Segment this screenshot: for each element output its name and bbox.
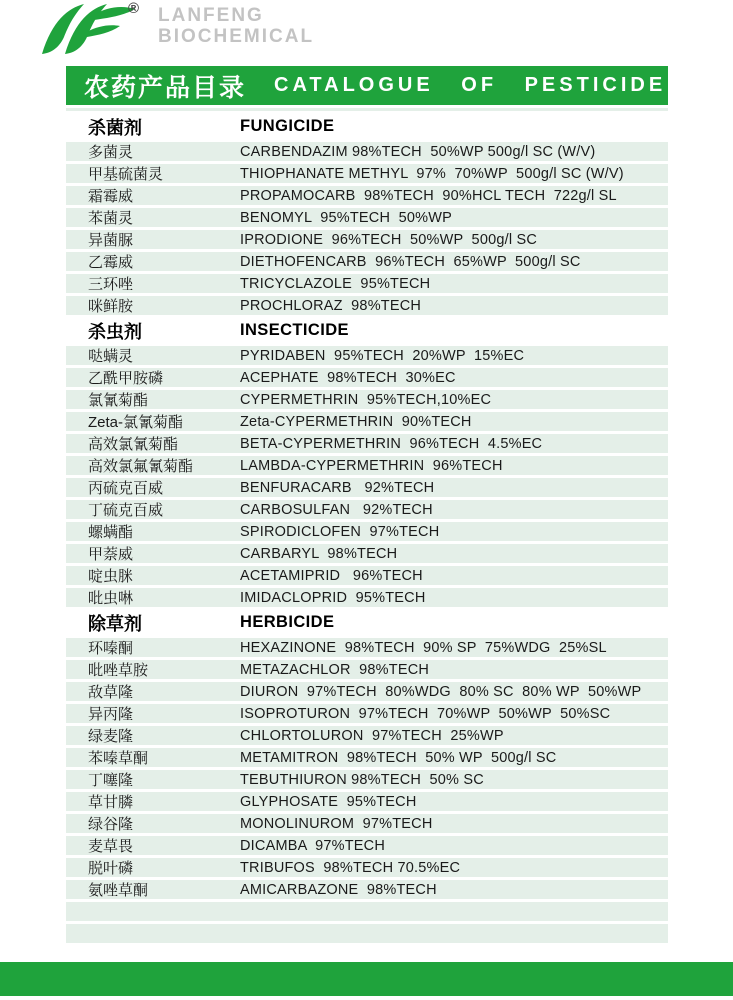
- product-row-english-spec: IMIDACLOPRID 95%TECH: [240, 589, 426, 606]
- product-row-english-spec: METAMITRON 98%TECH 50% WP 500g/l SC: [240, 749, 557, 766]
- product-row-chinese-name: 高效氯氰菊酯: [88, 436, 179, 453]
- lanfeng-logo-icon: [38, 3, 142, 55]
- product-row-english-spec: AMICARBAZONE 98%TECH: [240, 881, 437, 898]
- section-header: [66, 610, 668, 635]
- product-row-chinese-name: 麦草畏: [88, 838, 134, 855]
- product-row: [66, 792, 668, 811]
- product-row-chinese-name: 氨唑草酮: [88, 882, 149, 899]
- product-row-chinese-name: 螺螨酯: [88, 524, 134, 541]
- product-row: [66, 770, 668, 789]
- product-row: [66, 186, 668, 205]
- product-row: [66, 412, 668, 431]
- section-header-english-spec: FUNGICIDE: [240, 117, 335, 135]
- product-row-english-spec: HEXAZINONE 98%TECH 90% SP 75%WDG 25%SL: [240, 639, 607, 656]
- product-row-english-spec: TRICYCLAZOLE 95%TECH: [240, 275, 431, 292]
- product-row-english-spec: METAZACHLOR 98%TECH: [240, 661, 430, 678]
- section-header: [66, 114, 668, 139]
- product-row-english-spec: ISOPROTURON 97%TECH 70%WP 50%WP 50%SC: [240, 705, 611, 722]
- product-row-chinese-name: 甲基硫菌灵: [88, 166, 164, 183]
- product-row: [66, 478, 668, 497]
- product-row-english-spec: TEBUTHIURON 98%TECH 50% SC: [240, 771, 484, 788]
- product-row-english-spec: MONOLINUROM 97%TECH: [240, 815, 433, 832]
- empty-row: [66, 924, 668, 943]
- catalogue-title-chinese: 农药产品目录: [84, 73, 247, 102]
- product-row: [66, 208, 668, 227]
- product-row-chinese-name: 草甘膦: [88, 794, 134, 811]
- product-row-chinese-name: 苯嗪草酮: [88, 750, 149, 767]
- product-row-chinese-name: 异丙隆: [88, 706, 134, 723]
- product-row-chinese-name: 三环唑: [88, 276, 134, 293]
- product-row-chinese-name: 脱叶磷: [88, 860, 134, 877]
- product-row-chinese-name: 绿麦隆: [88, 728, 134, 745]
- product-row: [66, 390, 668, 409]
- product-row: [66, 814, 668, 833]
- product-row-english-spec: PROCHLORAZ 98%TECH: [240, 297, 422, 314]
- pesticide-catalogue-table: [66, 114, 668, 946]
- product-row: [66, 566, 668, 585]
- product-row-english-spec: ACEPHATE 98%TECH 30%EC: [240, 369, 456, 386]
- product-row: [66, 522, 668, 541]
- product-row-chinese-name: 敌草隆: [88, 684, 134, 701]
- product-row-chinese-name: 高效氯氟氰菊酯: [88, 458, 194, 475]
- catalogue-title-english: CATALOGUE OF PESTICIDE: [274, 74, 667, 96]
- product-row-chinese-name: 啶虫脒: [88, 568, 134, 585]
- product-row-english-spec: CARBOSULFAN 92%TECH: [240, 501, 433, 518]
- product-row: [66, 296, 668, 315]
- section-header-english-spec: INSECTICIDE: [240, 321, 349, 339]
- product-row-english-spec: PROPAMOCARB 98%TECH 90%HCL TECH 722g/l SL: [240, 187, 617, 204]
- product-row-chinese-name: 霜霉威: [88, 188, 134, 205]
- product-row-english-spec: TRIBUFOS 98%TECH 70.5%EC: [240, 859, 461, 876]
- product-row-english-spec: PYRIDABEN 95%TECH 20%WP 15%EC: [240, 347, 525, 364]
- product-row-chinese-name: 吡唑草胺: [88, 662, 149, 679]
- product-row: [66, 880, 668, 899]
- product-row-english-spec: IPRODIONE 96%TECH 50%WP 500g/l SC: [240, 231, 538, 248]
- product-row-english-spec: THIOPHANATE METHYL 97% 70%WP 500g/l SC (W/V): [240, 165, 624, 182]
- product-row-chinese-name: 苯菌灵: [88, 210, 134, 227]
- product-row: [66, 858, 668, 877]
- product-row: [66, 704, 668, 723]
- section-header-chinese-name: 除草剂: [88, 613, 142, 634]
- empty-row: [66, 902, 668, 921]
- product-row-chinese-name: 咪鲜胺: [88, 298, 134, 315]
- product-row: [66, 660, 668, 679]
- product-row-english-spec: CARBARYL 98%TECH: [240, 545, 398, 562]
- product-row-chinese-name: Zeta-氯氰菊酯: [88, 414, 184, 431]
- product-row-chinese-name: 多菌灵: [88, 144, 134, 161]
- product-row: [66, 748, 668, 767]
- product-row: [66, 230, 668, 249]
- brand-name-line1: LANFENG: [158, 5, 264, 26]
- product-row-english-spec: DIETHOFENCARB 96%TECH 65%WP 500g/l SC: [240, 253, 581, 270]
- product-row-english-spec: CARBENDAZIM 98%TECH 50%WP 500g/l SC (W/V): [240, 143, 596, 160]
- catalogue-title-bar: [66, 66, 668, 105]
- brand-name-line2: BIOCHEMICAL: [158, 26, 315, 47]
- product-row-chinese-name: 异菌脲: [88, 232, 134, 249]
- product-row-english-spec: LAMBDA-CYPERMETHRIN 96%TECH: [240, 457, 503, 474]
- brand-header: [0, 0, 733, 62]
- product-row: [66, 726, 668, 745]
- section-header-chinese-name: 杀虫剂: [88, 321, 142, 342]
- product-row-chinese-name: 哒螨灵: [88, 348, 134, 365]
- product-row: [66, 682, 668, 701]
- product-row-chinese-name: 丁噻隆: [88, 772, 134, 789]
- product-row-english-spec: BENFURACARB 92%TECH: [240, 479, 435, 496]
- title-underline-rule: [66, 108, 668, 111]
- registered-trademark-symbol: ®: [128, 0, 140, 17]
- product-row: [66, 544, 668, 563]
- product-row-english-spec: BENOMYL 95%TECH 50%WP: [240, 209, 452, 226]
- product-row-english-spec: CHLORTOLURON 97%TECH 25%WP: [240, 727, 504, 744]
- product-row: [66, 164, 668, 183]
- product-row: [66, 142, 668, 161]
- product-row: [66, 638, 668, 657]
- product-row-chinese-name: 氯氰菊酯: [88, 392, 149, 409]
- product-row-english-spec: BETA-CYPERMETHRIN 96%TECH 4.5%EC: [240, 435, 543, 452]
- brand-name: [158, 5, 314, 47]
- product-row-chinese-name: 甲萘威: [88, 546, 134, 563]
- product-row-chinese-name: 绿谷隆: [88, 816, 134, 833]
- product-row: [66, 500, 668, 519]
- product-row: [66, 252, 668, 271]
- product-row: [66, 434, 668, 453]
- product-row-chinese-name: 乙霉威: [88, 254, 134, 271]
- product-row-english-spec: Zeta-CYPERMETHRIN 90%TECH: [240, 413, 472, 430]
- section-header-chinese-name: 杀菌剂: [88, 117, 142, 138]
- product-row-chinese-name: 吡虫啉: [88, 590, 134, 607]
- product-row-english-spec: SPIRODICLOFEN 97%TECH: [240, 523, 440, 540]
- product-row-english-spec: DIURON 97%TECH 80%WDG 80% SC 80% WP 50%WP: [240, 683, 642, 700]
- product-row-english-spec: DICAMBA 97%TECH: [240, 837, 386, 854]
- product-row: [66, 588, 668, 607]
- product-row: [66, 368, 668, 387]
- product-row-english-spec: CYPERMETHRIN 95%TECH,10%EC: [240, 391, 492, 408]
- product-row-chinese-name: 环嗪酮: [88, 640, 134, 657]
- section-header: [66, 318, 668, 343]
- section-header-english-spec: HERBICIDE: [240, 613, 335, 631]
- product-row-chinese-name: 乙酰甲胺磷: [88, 370, 164, 387]
- footer-green-band: [0, 962, 733, 996]
- product-row: [66, 456, 668, 475]
- product-row-english-spec: GLYPHOSATE 95%TECH: [240, 793, 417, 810]
- product-row: [66, 346, 668, 365]
- product-row: [66, 274, 668, 293]
- product-row-chinese-name: 丁硫克百威: [88, 502, 164, 519]
- product-row-chinese-name: 丙硫克百威: [88, 480, 164, 497]
- product-row-english-spec: ACETAMIPRID 96%TECH: [240, 567, 423, 584]
- product-row: [66, 836, 668, 855]
